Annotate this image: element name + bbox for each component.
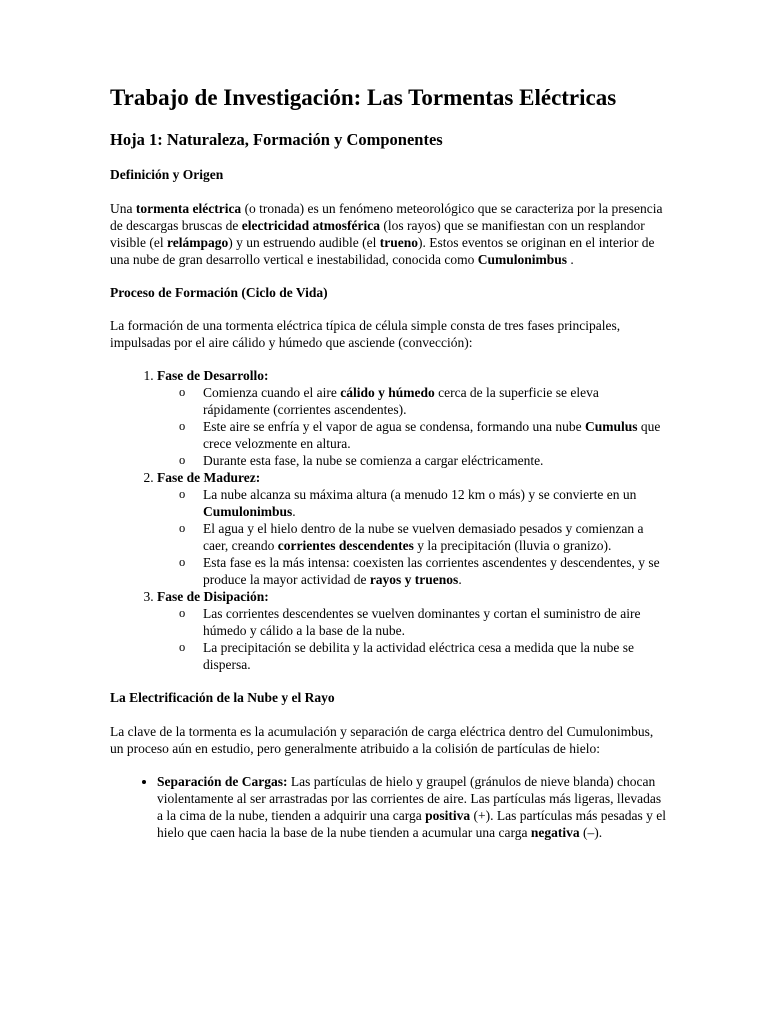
phase-title: Fase de Desarrollo: xyxy=(157,368,269,384)
phase-sublist xyxy=(157,384,668,469)
phase-sublist xyxy=(157,605,668,673)
phase-sublist xyxy=(157,486,668,588)
list-item: o La precipitación se debilita y la actividad eléctrica cesa a medida que la nube se dispersa. xyxy=(203,639,668,673)
list-item: o La nube alcanza su máxima altura (a menudo 12 km o más) y se convierte en un Cumulonimbus. xyxy=(203,486,668,520)
document-subtitle: Hoja 1: Naturaleza, Formación y Componentes xyxy=(110,129,443,149)
heading-definicion: Definición y Origen xyxy=(110,167,224,183)
phase-title: Fase de Madurez: xyxy=(157,470,261,486)
document-title: Trabajo de Investigación: Las Tormentas Eléctricas xyxy=(110,85,617,110)
phases-list xyxy=(110,367,668,673)
list-item: o El agua y el hielo dentro de la nube se vuelven demasiado pesados y comienzan a caer, creando corrientes descendentes y la precipitación (lluvia o granizo). xyxy=(203,520,668,554)
phase-item-disipacion xyxy=(157,588,668,673)
list-item: • Separación de Cargas: Las partículas de hielo y graupel (gránulos de nieve blanda) chocan violentamente al ser arrastradas por las corrientes de aire. Las partículas más ligeras, llevadas a la cima de la nube, tienden a adquirir una carga positiva (+). Las partículas más pesadas y el hielo que caen hacia la base de la nube tienden a acumular una carga negativa (–). xyxy=(157,773,668,841)
list-item: o Durante esta fase, la nube se comienza a cargar eléctricamente. xyxy=(203,452,668,469)
heading-formacion: Proceso de Formación (Ciclo de Vida) xyxy=(110,284,328,300)
list-item: o Este aire se enfría y el vapor de agua se condensa, formando una nube Cumulus que crece velozmente en altura. xyxy=(203,418,668,452)
electrification-list xyxy=(110,773,668,841)
paragraph-definicion: Una tormenta eléctrica (o tronada) es un fenómeno meteorológico que se caracteriza por la presencia de descargas bruscas de electricidad atmosférica (los rayos) que se manifiestan con un resplandor visible (el relámpago) y un estruendo audible (el trueno). Estos eventos se originan en el interior de una nube de gran desarrollo vertical e inestabilidad, conocida como Cumulonimbus . xyxy=(110,200,663,267)
list-item: o Esta fase es la más intensa: coexisten las corrientes ascendentes y descendentes, y se produce la mayor actividad de rayos y truenos. xyxy=(203,554,668,588)
phase-title: Fase de Disipación: xyxy=(157,589,269,605)
list-item: o Comienza cuando el aire cálido y húmedo cerca de la superficie se eleva rápidamente (corrientes ascendentes). xyxy=(203,384,668,418)
paragraph-formacion-intro: La formación de una tormenta eléctrica típica de célula simple consta de tres fases principales, impulsadas por el aire cálido y húmedo que asciende (convección): xyxy=(110,318,621,351)
paragraph-electrificacion-intro: La clave de la tormenta es la acumulación y separación de carga eléctrica dentro del Cumulonimbus, un proceso aún en estudio, pero generalmente atribuido a la colisión de partículas de hielo: xyxy=(110,723,654,756)
phase-item-desarrollo xyxy=(157,367,668,469)
phase-item-madurez xyxy=(157,469,668,588)
list-item: o Las corrientes descendentes se vuelven dominantes y cortan el suministro de aire húmedo y cálido a la base de la nube. xyxy=(203,605,668,639)
heading-electrificacion: La Electrificación de la Nube y el Rayo xyxy=(110,690,335,706)
